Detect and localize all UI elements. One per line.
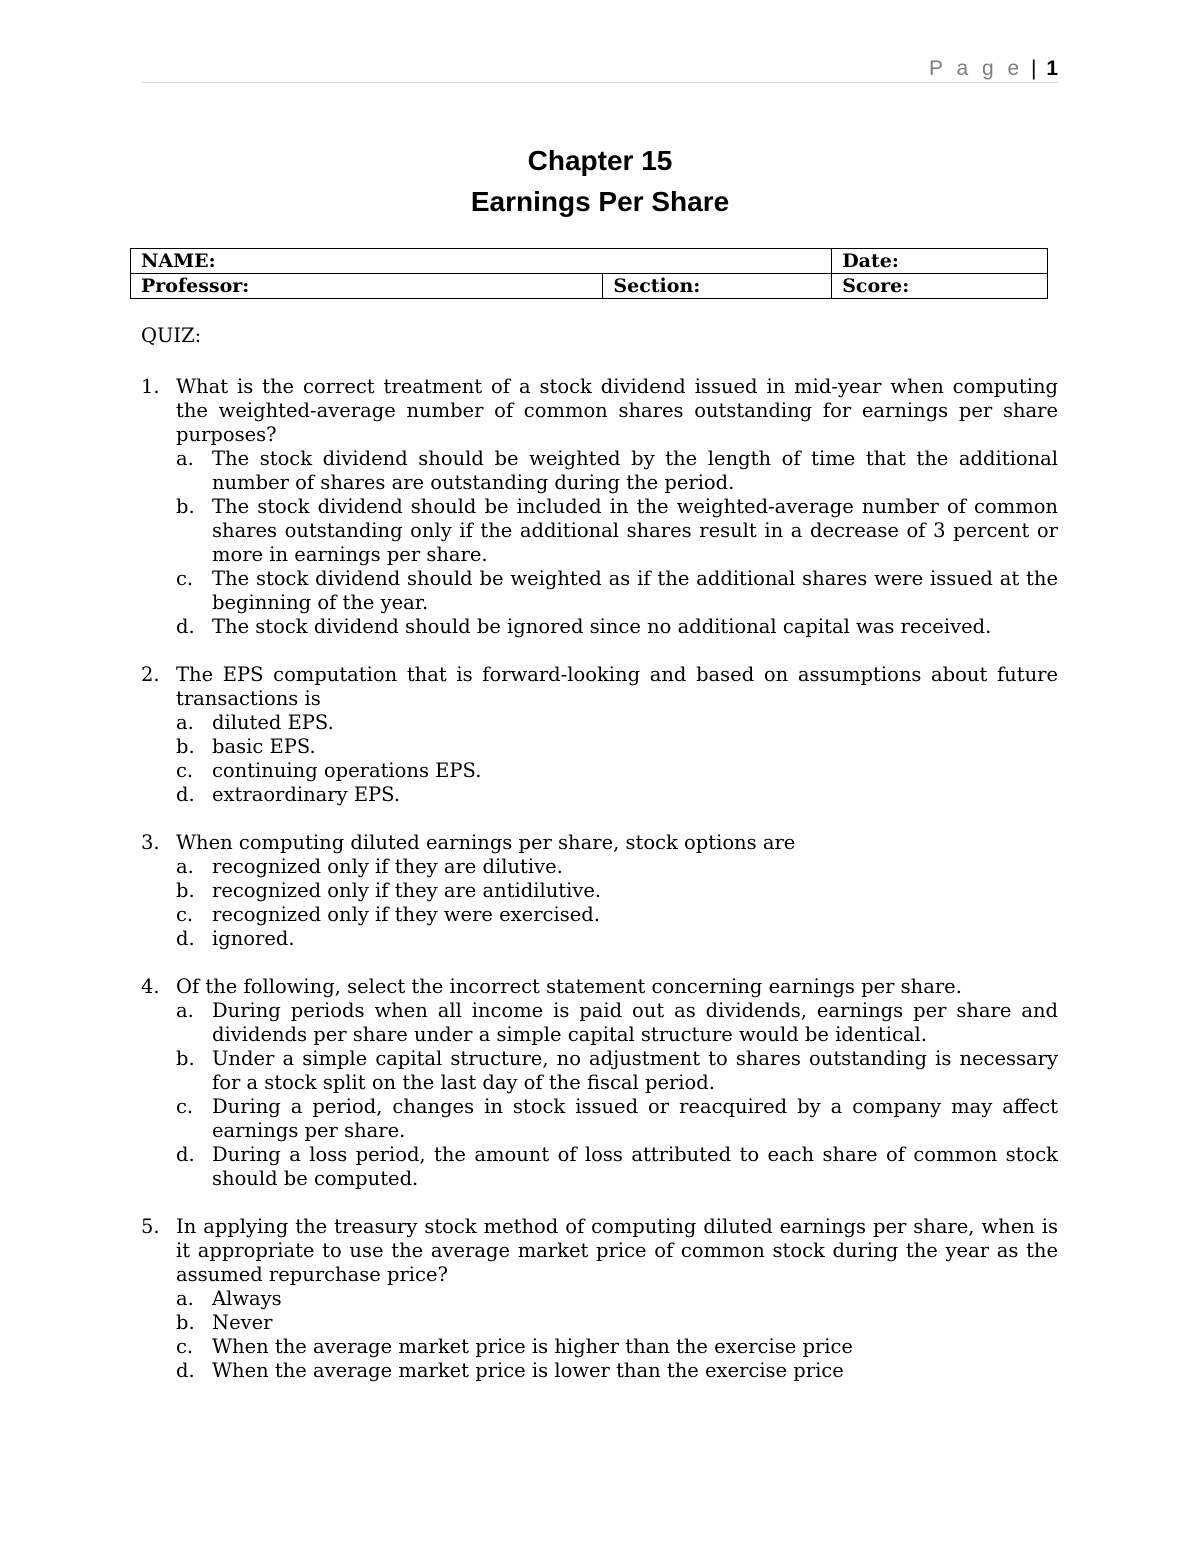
option-text: The stock dividend should be weighted by the length of time that the additional number of shares are outstanding during the period. — [212, 447, 1058, 494]
answer-option[interactable] — [176, 567, 1058, 615]
option-letter: c. — [176, 567, 194, 590]
question-stem: When computing diluted earnings per share, stock options are — [176, 831, 796, 854]
answer-option[interactable] — [176, 1335, 1058, 1359]
question-stem: Of the following, select the incorrect statement concerning earnings per share. — [176, 975, 962, 998]
option-letter: a. — [176, 447, 194, 470]
option-text: ignored. — [212, 927, 295, 950]
option-letter: b. — [176, 495, 195, 518]
question-3 — [141, 831, 1058, 951]
question-number: 1. — [141, 375, 160, 398]
option-text: The stock dividend should be weighted as if the additional shares were issued at the beginning of the year. — [212, 567, 1058, 614]
answer-option[interactable] — [176, 1359, 1058, 1383]
answer-option[interactable] — [176, 783, 1058, 807]
option-text: recognized only if they are dilutive. — [212, 855, 563, 878]
page-separator: | — [1031, 57, 1037, 80]
option-text: The stock dividend should be included in the weighted-average number of common shares outstanding only if the additional shares result in a decrease of 3 percent or more in earnings per share. — [212, 495, 1058, 566]
option-text: When the average market price is higher than the exercise price — [212, 1335, 853, 1358]
question-body — [176, 663, 1058, 807]
page-header — [142, 56, 1058, 83]
answer-option[interactable] — [176, 1095, 1058, 1143]
answer-option[interactable] — [176, 495, 1058, 567]
answer-option[interactable] — [176, 927, 1058, 951]
option-letter: c. — [176, 1095, 194, 1118]
section-field[interactable]: Section: — [603, 274, 832, 299]
option-letter: a. — [176, 1287, 194, 1310]
question-stem: In applying the treasury stock method of computing diluted earnings per share, when is it appropriate to use the average market price of common stock during the year as the assumed repurchase price? — [176, 1215, 1058, 1286]
option-text: recognized only if they are antidilutive. — [212, 879, 602, 902]
professor-field[interactable]: Professor: — [131, 274, 603, 299]
answer-option[interactable] — [176, 711, 1058, 735]
option-text: When the average market price is lower than the exercise price — [212, 1359, 844, 1382]
option-letter: c. — [176, 1335, 194, 1358]
answer-option[interactable] — [176, 735, 1058, 759]
option-letter: a. — [176, 999, 194, 1022]
question-5 — [141, 1215, 1058, 1383]
chapter-subtitle: Earnings Per Share — [470, 186, 730, 217]
answer-option[interactable] — [176, 1311, 1058, 1335]
quiz-content — [141, 321, 1058, 1407]
answer-option[interactable] — [176, 615, 1058, 639]
option-text: During a loss period, the amount of loss attributed to each share of common stock should be computed. — [212, 1143, 1058, 1190]
question-list — [141, 375, 1058, 1383]
chapter-title: Chapter 15 — [527, 145, 673, 176]
option-letter: c. — [176, 759, 194, 782]
question-2 — [141, 663, 1058, 807]
question-number: 2. — [141, 663, 160, 686]
option-text: basic EPS. — [212, 735, 316, 758]
question-number: 5. — [141, 1215, 160, 1238]
option-letter: b. — [176, 1311, 195, 1334]
date-field[interactable]: Date: — [832, 249, 1048, 274]
option-letter: b. — [176, 735, 195, 758]
question-body — [176, 375, 1058, 639]
answer-option[interactable] — [176, 1287, 1058, 1311]
option-text: Always — [212, 1287, 282, 1310]
option-text: During periods when all income is paid out as dividends, earnings per share and dividends per share under a simple capital structure would be identical. — [212, 999, 1058, 1046]
option-text: Never — [212, 1311, 273, 1334]
answer-option[interactable] — [176, 879, 1058, 903]
answer-option[interactable] — [176, 1047, 1058, 1095]
option-text: During a period, changes in stock issued or reacquired by a company may affect earnings per share. — [212, 1095, 1058, 1142]
answer-option[interactable] — [176, 999, 1058, 1047]
option-letter: d. — [176, 783, 195, 806]
question-4 — [141, 975, 1058, 1191]
name-field[interactable]: NAME: — [131, 249, 832, 274]
answer-option[interactable] — [176, 903, 1058, 927]
option-letter: d. — [176, 1143, 195, 1166]
option-letter: d. — [176, 615, 195, 638]
question-stem: What is the correct treatment of a stock dividend issued in mid-year when computing the weighted-average number of common shares outstanding for earnings per share purposes? — [176, 375, 1058, 446]
option-text: The stock dividend should be ignored since no additional capital was received. — [212, 615, 992, 638]
option-text: extraordinary EPS. — [212, 783, 401, 806]
option-text: Under a simple capital structure, no adjustment to shares outstanding is necessary for a stock split on the last day of the fiscal period. — [212, 1047, 1058, 1094]
option-text: continuing operations EPS. — [212, 759, 482, 782]
option-letter: d. — [176, 1359, 195, 1382]
option-letter: b. — [176, 1047, 195, 1070]
question-stem: The EPS computation that is forward-looking and based on assumptions about future transactions is — [176, 663, 1058, 710]
answer-option[interactable] — [176, 447, 1058, 495]
answer-option[interactable] — [176, 855, 1058, 879]
answer-option[interactable] — [176, 1143, 1058, 1191]
option-text: diluted EPS. — [212, 711, 334, 734]
question-body — [176, 831, 1058, 951]
score-field[interactable]: Score: — [832, 274, 1048, 299]
question-1 — [141, 375, 1058, 639]
question-body — [176, 1215, 1058, 1383]
option-letter: d. — [176, 927, 195, 950]
question-body — [176, 975, 1058, 1191]
option-letter: c. — [176, 903, 194, 926]
page-label: P a g e — [928, 57, 1024, 80]
option-text: recognized only if they were exercised. — [212, 903, 600, 926]
option-letter: a. — [176, 711, 194, 734]
page-number: 1 — [1046, 57, 1058, 80]
quiz-label: QUIZ: — [141, 324, 202, 347]
student-info-table — [130, 248, 1048, 299]
answer-option[interactable] — [176, 759, 1058, 783]
option-letter: b. — [176, 879, 195, 902]
question-number: 4. — [141, 975, 160, 998]
option-letter: a. — [176, 855, 194, 878]
question-number: 3. — [141, 831, 160, 854]
